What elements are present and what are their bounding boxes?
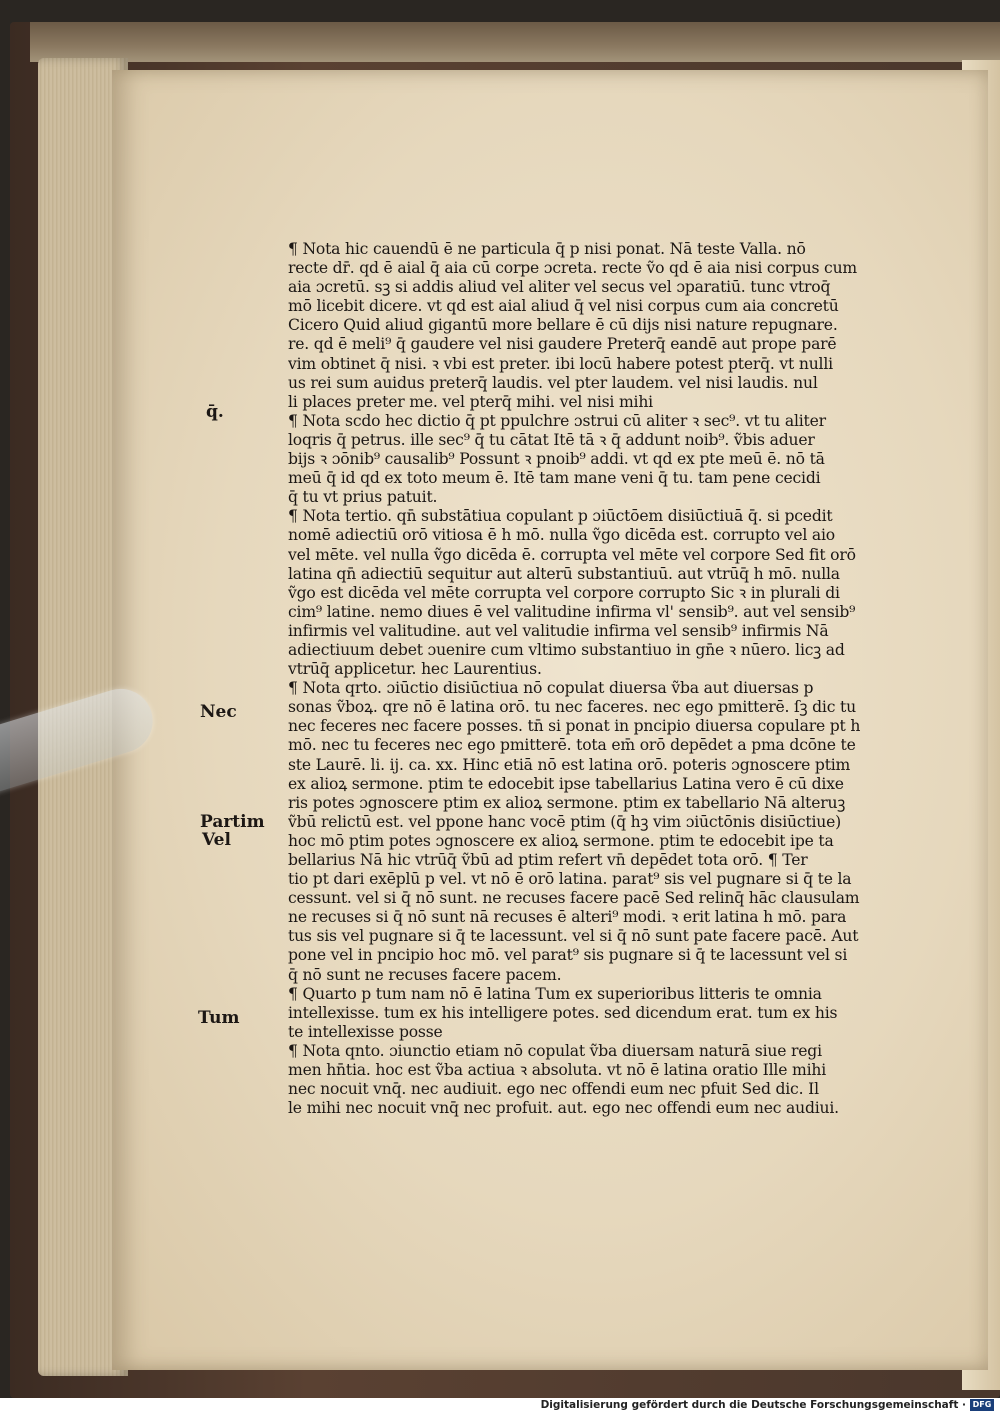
- margin-note-tum: Tum: [198, 1008, 240, 1028]
- text-line: sonas ṽboꝝ. qre nō ē latina orō. tu nec faceres. nec ego pmitterē. ſꝫ dic tu: [288, 698, 856, 717]
- text-line: bellarius Nā hic vtrūq̄ ṽbū ad ptim refert vn̄ depēdet tota orō. ¶ Ter: [288, 851, 808, 869]
- text-line: nec nocuit vnq̄. nec audiuit. ego nec offendi eum nec pfuit Sed dic. Il: [288, 1080, 819, 1099]
- text-line: mō licebit dicere. vt qd est aial aliud q̄ vel nisi corpus cum aia concretū: [288, 297, 839, 316]
- text-line: ¶ Nota tertio. qn̄ substātiua copulant p ɔiūctōem disiūctiuā q̄. si pcedit: [288, 507, 833, 526]
- margin-note-vel: Vel: [202, 830, 231, 850]
- text-line: men hn̄tia. hoc est ṽba actiua ꝛ absoluta. vt nō ē latina oratio Ille mihi: [288, 1061, 826, 1080]
- text-line: q̄ nō sunt ne recuses facere pacem.: [288, 965, 562, 984]
- paragraph: [288, 412, 868, 507]
- margin-note-partim: Partim: [200, 812, 265, 832]
- text-line: loqris q̄ petrus. ille sec⁹ q̄ tu cātat Itē tā ꝛ q̄ addunt noib⁹. ṽbis aduer: [288, 430, 815, 449]
- text-line: te intellexisse posse: [288, 1022, 443, 1041]
- text-line: ¶ Nota scd̄o hec dictio q̄ pt ppulchre ɔstrui cū aliter ꝛ sec⁹. vt tu aliter: [288, 411, 826, 430]
- text-line: ṽbū relictū est. vel ppone hanc vocē ptim (q̄ hꝫ vim ɔiūctōnis disiūctiue): [288, 812, 842, 831]
- text-line: mō. nec tu feceres nec ego pmitterē. tota em̄ orō depēdet a pma dcōne te: [288, 736, 856, 755]
- text-line: pone vel in pncipio hoc mō. vel parat⁹ sis pugnare si q̄ te lacessunt vel si: [288, 946, 848, 965]
- text-line: ne recuses si q̄ nō sunt nā recuses ē alteri⁹ modi. ꝛ erit latina h̄ mō. para: [288, 908, 847, 927]
- text-line: ¶ Quarto p tum nam nō ē latina Tum ex superioribus litteris te omnia: [288, 984, 822, 1003]
- text-line: infirmis vel valitudine. aut vel valitudie infirma vel sensib⁹ infirmis Nā: [288, 621, 829, 640]
- text-line: nomē adiectiū orō vitiosa ē h̄ mō. nulla ṽgo dicēda est. corrupto vel aio: [288, 526, 835, 545]
- main-text-block: [288, 240, 868, 1118]
- text-line: tio pt dari exēplū p vel. vt nō ē orō latina. parat⁹ sis vel pugnare si q̄ te la: [288, 870, 852, 889]
- footer-credit: Digitalisierung gefördert durch die Deutsche Forschungsgemeinschaft ·: [540, 1399, 966, 1411]
- paragraph: [288, 240, 868, 412]
- text-line: ṽgo est dicēda vel mēte corrupta vel corpore corrupto Sic ꝛ in plurali di: [288, 583, 840, 602]
- text-line: cessunt. vel si q̄ nō sunt. ne recuses facere pacē Sed relinq̄ hāc clausulam: [288, 889, 860, 908]
- text-line: ste Laurē. li. ij. ca. xx. Hinc etiā nō est latina orō. poteris ɔgnoscere ptim: [288, 755, 851, 774]
- text-line: q̄ tu vt prius patuit.: [288, 488, 438, 507]
- book-cover-top-edge: [30, 22, 1000, 62]
- text-line: le mihi nec nocuit vnq̄ nec profuit. aut. ego nec offendi eum nec audiui.: [288, 1099, 839, 1118]
- footer-bar: [0, 1398, 1000, 1412]
- text-line: nec feceres nec facere posses. tn̄ si ponat in pncipio diuersa copulare pt h̄: [288, 717, 861, 736]
- paragraph: [288, 507, 868, 679]
- text-line: recte dr̄. qd ē aial q̄ aia cū corpe ɔcreta. recte ṽo qd ē aia nisi corpus cum: [288, 259, 857, 278]
- text-line: cim⁹ latine. nemo diues ē vel valitudine infirma vl' sensib⁹. aut vel sensib⁹: [288, 602, 856, 621]
- dfg-logo: DFG: [970, 1399, 994, 1411]
- text-line: bijs ꝛ ɔōnib⁹ causalib⁹ Possunt ꝛ pnoib⁹ addi. vt qd̄ ex pte meū ē. nō tā: [288, 450, 825, 469]
- text-line: latina qn̄ adiectiū sequitur aut alterū substantiuū. aut vtrūq̄ h̄ mō. nulla: [288, 564, 840, 583]
- text-line: vim obtinet q̄ nisi. ꝛ vbi est preter. ibi locū habere potest pterq̄. vt nulli: [288, 354, 833, 373]
- text-line: meū q̄ id qd̄ ex toto meum ē. Itē tam mane veni q̄ tu. tam pene cecidi: [288, 469, 821, 488]
- text-line: vel mēte. vel nulla ṽgo dicēda ē. corrupta vel mēte vel corpore Sed fit orō: [288, 545, 856, 564]
- text-line: us rei sum auidus preterq̄ laudis. vel pter laudem. vel nisi laudis. nul: [288, 373, 818, 392]
- margin-note-nec: Nec: [200, 702, 237, 722]
- text-line: ¶ Nota hic cauendū ē ne particula q̄ p nisi ponat. Nā teste Valla. nō: [288, 240, 806, 258]
- text-line: tus sis vel pugnare si q̄ te lacessunt. vel si q̄ nō sunt pate facere pacē. Aut: [288, 927, 859, 946]
- paragraph: [288, 985, 868, 1042]
- paragraph: [288, 1042, 868, 1118]
- text-line: Cicero Quid aliud gigantū more bellare ē cū dijs nisi nature repugnare.: [288, 316, 838, 335]
- text-line: adiectiuum debet ɔuenire cum vltimo substantiuo in gn̄e ꝛ nūero. licꝫ ad: [288, 640, 845, 659]
- text-line: aia ɔcretū. sꝫ si addis aliud vel aliter vel secus vel ɔparatiū. tunc vtroq̄: [288, 278, 831, 297]
- text-line: ¶ Nota qnto. ɔiunctio etiam nō copulat ṽba diuersam naturā siue regi: [288, 1041, 822, 1060]
- margin-note-quam: q̄.: [206, 402, 224, 422]
- text-line: ¶ Nota qrto. ɔiūctio disiūctiua nō copulat diuersa ṽba aut diuersas p: [288, 679, 814, 698]
- text-line: vtrūq̄ applicetur. hec Laurentius.: [288, 660, 542, 679]
- text-line: intellexisse. tum ex his intelligere potes. sed dicendum erat. tum ex his: [288, 1003, 838, 1022]
- paragraph: [288, 679, 868, 985]
- text-line: ris potes ɔgnoscere ptim ex alioꝝ sermone. ptim ex tabellario Nā alteruꝫ: [288, 793, 846, 812]
- text-line: li places preter me. vel pterq̄ mihi. vel nisi mihi: [288, 392, 653, 411]
- text-line: re. qd ē meli⁹ q̄ gaudere vel nisi gaudere Preterq̄ eandē aut prope parē: [288, 335, 837, 354]
- text-line: hoc mō ptim potes ɔgnoscere ex alioꝝ sermone. ptim te edocebit ipe ta: [288, 831, 834, 850]
- text-line: ex alioꝝ sermone. ptim te edocebit ipse tabellarius Latina vero ē cū dixe: [288, 774, 844, 793]
